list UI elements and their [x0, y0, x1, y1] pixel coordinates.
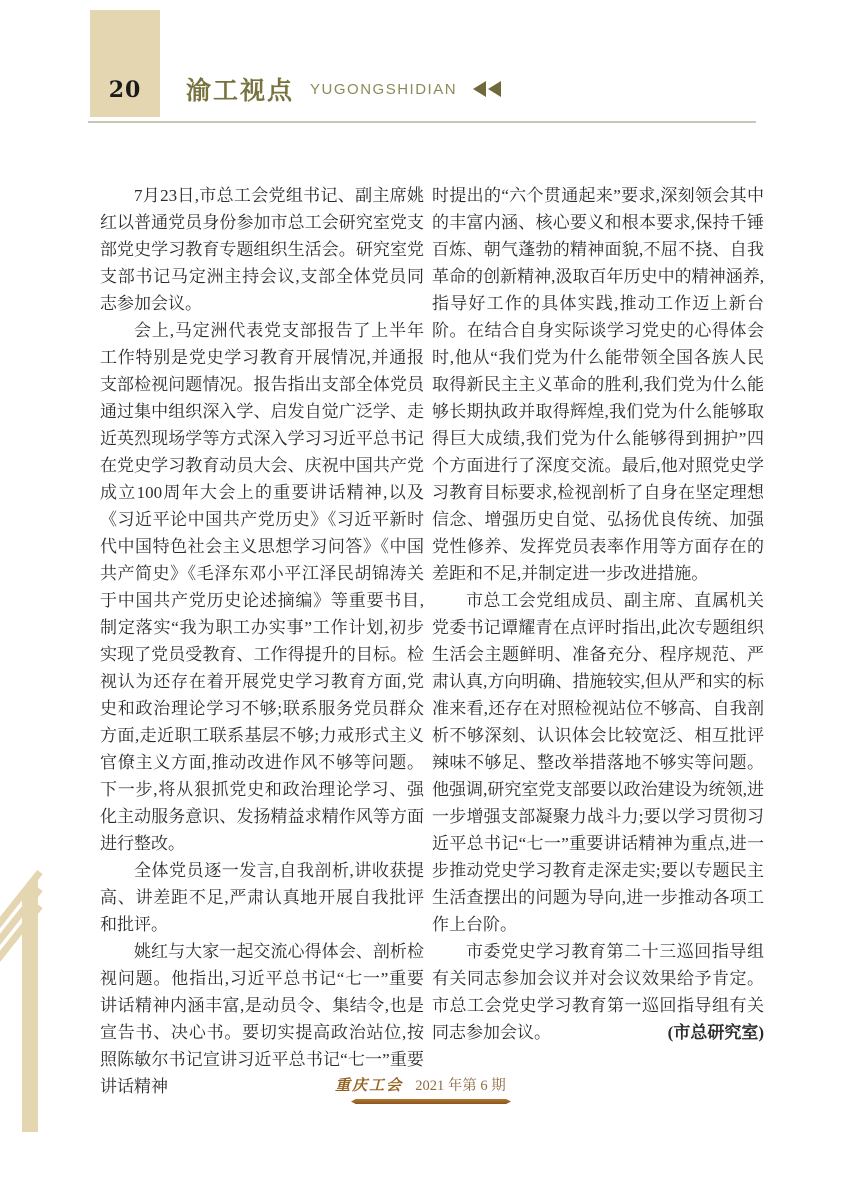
page-number: 20 — [108, 77, 142, 103]
journal-name: 重庆工会 — [335, 1078, 404, 1094]
section-title: 渝工视点 — [186, 77, 295, 105]
article-paragraph: 姚红与大家一起交流心得体会、剖析检视问题。他指出,习近平总书记“七一”重要讲话精神内涵丰富,是动员令、集结令,也是宣告书、决心书。要切实提高政治站位,按照陈敏尔书记宣讲习近平总书记“七一”重要讲话精神 — [100, 942, 424, 1096]
byline: (市总研究室) — [667, 1023, 764, 1042]
article-paragraph: 市总工会党组成员、副主席、直属机关党委书记谭耀青在点评时指出,此次专题组织生活会主题鲜明、准备充分、程序规范、严肃认真,方向明确、措施较实,但从严和实的标准来看,还存在对照检视站位不够高、自我剖析不够深刻、认识体会比较宽泛、相互批评辣味不够足、整改举措落地不够实等问题。他强调,研究室党支部要以政治建设为统领,进一步增强支部凝聚力战斗力;要以学习贯彻习近平总书记“七一”重要讲话精神为重点,进一步推动党史学习教育走深走实;要以专题民主生活查摆出的问题为导向,进一步推动各项工作上台阶。 — [432, 591, 764, 934]
page-footer — [0, 1074, 841, 1095]
article-paragraph: 时提出的“六个贯通起来”要求,深刻领会其中的丰富内涵、核心要义和根本要求,保持千锤百炼、朝气蓬勃的精神面貌,不屈不挠、自我革命的创新精神,汲取百年历史中的精神涵养,指导好工作的具体实践,推动工作迈上新台阶。在结合自身实际谈学习党史的心得体会时,他从“我们党为什么能带领全国各族人民取得新民主主义革命的胜利,我们党为什么能够长期执政并取得辉煌,我们党为什么能够取得巨大成绩,我们党为什么能够得到拥护”四个方面进行了深度交流。最后,他对照党史学习教育目标要求,检视剖析了自身在坚定理想信念、增强历史自觉、弘扬优良传统、加强党性修养、发挥党员表率作用等方面存在的差距和不足,并制定进一步改进措施。 — [432, 186, 764, 583]
article-paragraph: 7月23日,市总工会党组书记、副主席姚红以普通党员身份参加市总工会研究室党支部党史学习教育专题组织生活会。研究室党支部书记马定洲主持会议,支部全体党员同志参加会议。 — [100, 186, 424, 313]
corner-decoration-stripes-icon — [0, 858, 48, 1138]
article-paragraph: 市委党史学习教育第二十三巡回指导组有关同志参加会议并对会议效果给予肯定。市总工会党史学习教育第一巡回指导组有关同志参加会议。 (市总研究室) — [432, 938, 764, 1046]
article-column-right — [432, 182, 764, 1046]
section-title-pinyin: YUGONGSHIDIAN — [310, 80, 458, 98]
article-paragraph: 会上,马定洲代表党支部报告了上半年工作特别是党史学习教育开展情况,并通报支部检视问题情况。报告指出支部全体党员通过集中组织深入学、启发自觉广泛学、走近英烈现场学等方式深入学习习近平总书记在党史学习教育动员大会、庆祝中国共产党成立100周年大会上的重要讲话精神,以及《习近平论中国共产党历史》《习近平新时代中国特色社会主义思想学习问答》《中国共产简史》《毛泽东邓小平江泽民胡锦涛关于中国共产党历史论述摘编》等重要书目,制定落实“我为职工办实事”工作计划,初步实现了党员受教育、工作得提升的目标。检视认为还存在着开展党史学习教育方面,党史和政治理论学习不够;联系服务党员群众方面,走近职工联系基层不够;力戒形式主义官僚主义方面,推动改进作风不够等问题。下一步,将从狠抓党史和政治理论学习、强化主动服务意识、发扬精益求精作风等方面进行整改。 — [100, 321, 424, 853]
footer-bar — [351, 1099, 511, 1104]
double-left-arrow-icon — [471, 81, 501, 97]
article-column-left — [100, 182, 424, 1100]
article-paragraph: 全体党员逐一发言,自我剖析,讲收获提高、讲差距不足,严肃认真地开展自我批评和批评。 — [100, 861, 424, 934]
issue-label: 2021 年第 6 期 — [415, 1078, 506, 1094]
section-header — [186, 72, 501, 106]
page-number-block — [90, 10, 160, 117]
header-divider — [88, 121, 756, 123]
